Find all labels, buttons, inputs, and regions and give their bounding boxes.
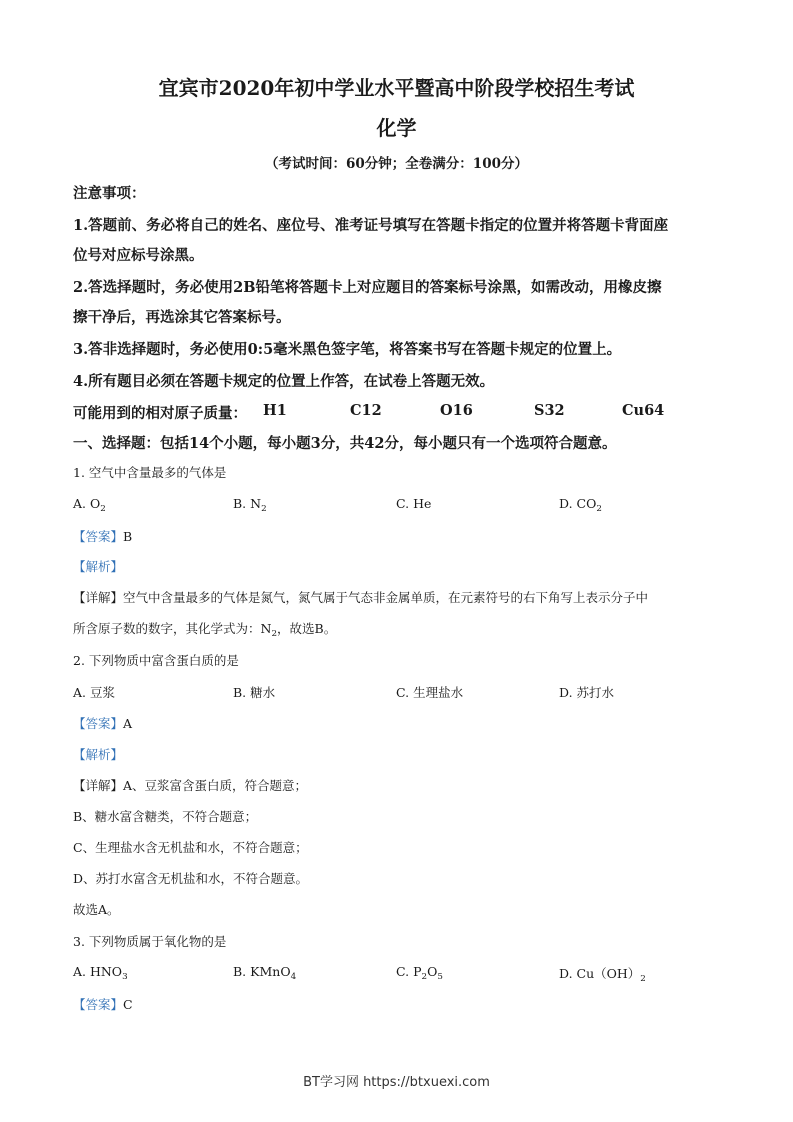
exam-info: （考试时间：60分钟；全卷满分：100分）	[265, 156, 528, 172]
q2-detail-line-1: 【详解】A、豆浆富含蛋白质，符合题意；	[73, 778, 308, 793]
atomic-mass-h: H1	[263, 402, 287, 419]
q1-analysis-tag: 【解析】	[73, 559, 124, 574]
page-title: 宜宾市2020年初中学业水平暨高中阶段学校招生考试	[158, 76, 635, 100]
q2-detail-line-4: D、苏打水富含无机盐和水，不符合题意。	[73, 871, 309, 886]
atomic-mass-label: 可能用到的相对原子质量：	[73, 405, 247, 422]
footer-watermark-link[interactable]: BT学习网 https://btxuexi.com	[303, 1075, 490, 1090]
q1-option-b: B. $N_2$	[233, 496, 267, 514]
atomic-mass-s: S32	[534, 402, 565, 419]
q1-detail-line-2: 所含原子数的数字，其化学式为：$N_2$，故选B。	[73, 621, 337, 639]
q2-detail-line-2: B、糖水富含糖类，不符合题意；	[73, 809, 258, 824]
notice-item-2-line-2: 擦干净后，再选涂其它答案标号。	[73, 309, 291, 326]
answer-tag: 【答案】	[73, 529, 124, 544]
q3-option-a: A. $HNO_3$	[73, 964, 128, 982]
section-heading: 一、选择题：包括14个小题，每小题3分，共42分，每小题只有一个选项符合题意。	[73, 435, 617, 452]
notice-item-3: 3.答非选择题时，务必使用0:5毫米黑色签字笔，将答案书写在答题卡规定的位置上。	[73, 341, 622, 358]
notice-heading: 注意事项：	[73, 185, 146, 202]
q2-answer: 【答案】A	[73, 716, 133, 731]
notice-item-4: 4.所有题目必须在答题卡规定的位置上作答，在试卷上答题无效。	[73, 373, 495, 390]
q3-stem: 3. 下列物质属于氧化物的是	[73, 934, 227, 949]
q2-option-b: B. 糖水	[233, 685, 276, 700]
q3-option-b: B. KMnO$_4$	[233, 964, 297, 982]
notice-item-1-line-2: 位号对应标号涂黑。	[73, 247, 204, 264]
q1-detail-line-1: 【详解】空气中含量最多的气体是氮气，氮气属于气态非金属单质，在元素符号的右下角写上表示分子中	[73, 590, 649, 605]
q1-stem: 1. 空气中含量最多的气体是	[73, 465, 227, 480]
q3-answer: 【答案】C	[73, 997, 133, 1012]
q1-option-d: D. $CO_2$	[559, 496, 602, 514]
q1-option-c: C. He	[396, 496, 432, 511]
notice-item-1-line-1: 1.答题前、务必将自己的姓名、座位号、准考证号填写在答题卡指定的位置并将答题卡背面座	[73, 217, 669, 234]
atomic-mass-cu: Cu64	[622, 402, 665, 419]
q2-stem: 2. 下列物质中富含蛋白质的是	[73, 653, 239, 668]
q2-conclusion: 故选A。	[73, 902, 120, 917]
q2-analysis-tag: 【解析】	[73, 747, 124, 762]
q2-option-a: A. 豆浆	[73, 685, 115, 700]
q3-option-d: D. $Cu(OH)_2$	[559, 966, 646, 984]
subject-title: 化学	[376, 116, 417, 140]
q1-option-a: A. $O_2$	[73, 496, 106, 514]
notice-item-2-line-1: 2.答选择题时，务必使用2B铅笔将答题卡上对应题目的答案标号涂黑，如需改动，用橡皮擦	[73, 279, 662, 296]
q2-detail-line-3: C、生理盐水含无机盐和水，不符合题意；	[73, 840, 308, 855]
atomic-mass-o: O16	[440, 402, 473, 419]
atomic-mass-c: C12	[350, 402, 382, 419]
q2-option-d: D. 苏打水	[559, 685, 615, 700]
q1-answer: 【答案】B	[73, 529, 133, 544]
q3-option-c: C. $P_2O_5$	[396, 964, 443, 982]
q2-option-c: C. 生理盐水	[396, 685, 464, 700]
